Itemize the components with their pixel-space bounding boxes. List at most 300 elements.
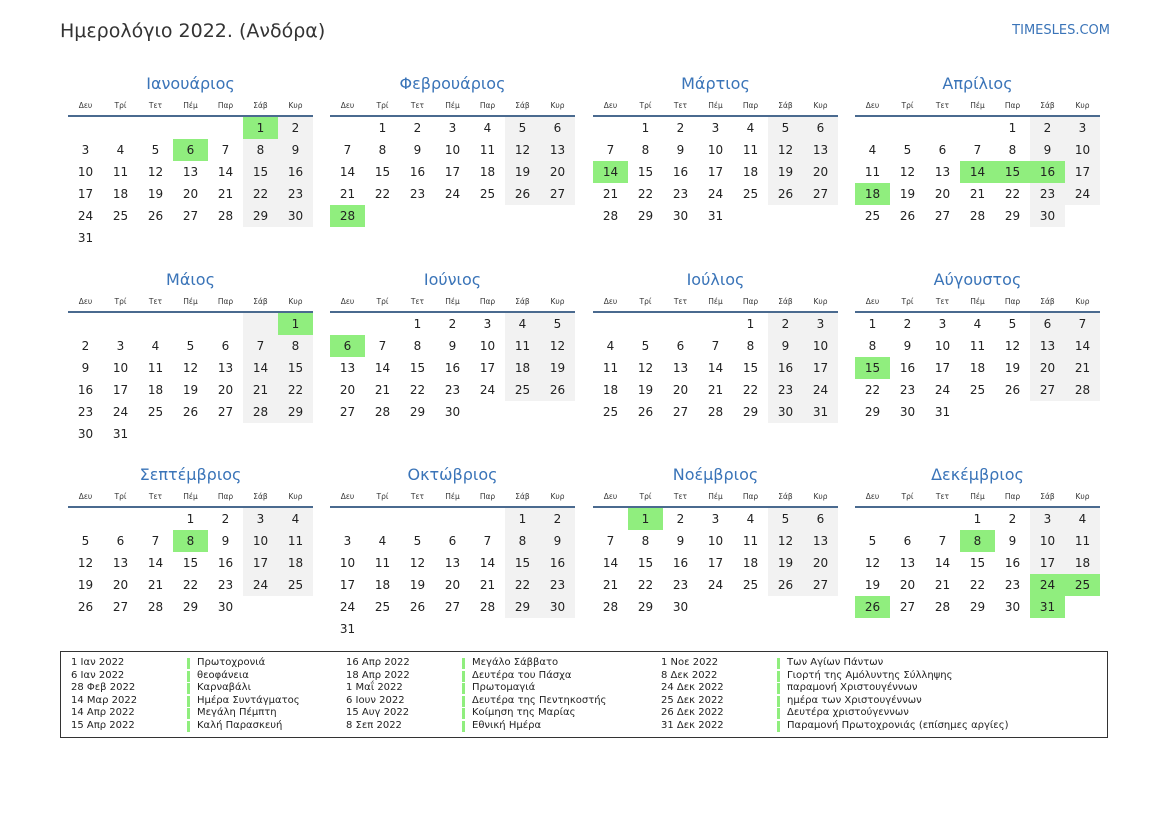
day-cell: 23 [768,379,803,401]
day-cell: 26 [540,379,575,401]
holiday-name: Καρναβάλι [197,682,251,693]
weekday-label: Πέμ [183,492,198,501]
weekday-label: Δευ [78,101,93,110]
day-cell: 18 [969,361,986,375]
day-grid [68,313,313,445]
day-cell: 10 [112,361,129,375]
weekday-label: Τρί [114,297,127,306]
weekday-label: Δευ [603,101,618,110]
weekday-label: Σάβ [253,101,268,110]
day-cell: 31 [1030,596,1065,618]
weekday-label: Τετ [673,101,688,110]
day-cell: 19 [505,161,540,183]
day-cell: 6 [1030,313,1065,335]
weekday-label: Δευ [603,492,618,501]
day-cell: 16 [77,383,94,397]
holiday-date: 31 Δεκ 2022 [661,719,724,731]
empty-cell [330,117,365,139]
weekday-header [593,486,838,508]
weekday-label: Σάβ [1040,101,1055,110]
day-cell: 5 [868,534,877,548]
weekday-label: Τετ [673,297,688,306]
day-cell: 19 [1004,361,1021,375]
day-grid [330,508,575,640]
day-cell: 11 [505,335,540,357]
day-cell: 3 [448,121,457,135]
empty-cell [435,205,470,227]
holiday-date: 24 Δεκ 2022 [661,682,724,693]
day-cell: 30 [768,401,803,423]
empty-cell [995,401,1030,423]
day-cell: 12 [637,361,654,375]
holiday-column [661,657,1008,732]
day-cell: 30 [444,405,461,419]
day-cell: 25 [1065,574,1100,596]
holiday-marker-icon [462,721,465,732]
empty-cell [593,508,628,530]
month-name: Οκτώβριος [407,465,498,484]
day-cell: 3 [711,512,720,526]
day-cell: 21 [969,187,986,201]
holiday-row [71,670,300,683]
day-cell: 15 [182,556,199,570]
day-cell: 15 [995,161,1030,183]
weekday-label: Τετ [410,101,425,110]
day-cell: 13 [182,165,199,179]
holiday-date: 6 Ιουν 2022 [346,694,405,706]
day-cell: 31 [112,427,129,441]
weekday-header [68,486,313,508]
day-cell: 12 [768,530,803,552]
month-name: Ιανουάριος [146,74,235,93]
weekday-label: Παρ [217,297,234,306]
day-cell: 16 [768,357,803,379]
weekday-label: Κυρ [550,297,565,306]
day-cell: 27 [339,405,356,419]
empty-cell [208,227,243,249]
day-cell: 24 [112,405,129,419]
empty-cell [768,596,803,618]
day-cell: 28 [602,600,619,614]
day-cell: 23 [1004,578,1021,592]
empty-cell [278,227,313,249]
day-cell: 10 [1065,139,1100,161]
day-cell: 23 [540,574,575,596]
day-cell: 7 [606,143,615,157]
day-cell: 30 [77,427,94,441]
month-name: Αύγουστος [933,270,1022,289]
empty-cell [470,401,505,423]
day-cell: 6 [903,534,912,548]
day-cell: 2 [903,317,912,331]
day-cell: 27 [444,600,461,614]
holiday-marker-icon [462,708,465,719]
day-cell: 17 [243,552,278,574]
day-cell: 13 [672,361,689,375]
empty-cell [803,596,838,618]
month-name: Μάιος [166,270,215,289]
day-cell: 23 [77,405,94,419]
weekday-label: Κυρ [550,492,565,501]
month-name: Νοέμβριος [672,465,759,484]
weekday-label: Παρ [742,297,759,306]
empty-cell [208,117,243,139]
month-block [593,464,838,618]
day-cell: 15 [637,165,654,179]
holiday-marker-icon [777,683,780,694]
day-cell: 8 [278,335,313,357]
weekday-label: Σάβ [778,492,793,501]
day-cell: 11 [278,530,313,552]
day-cell: 18 [147,383,164,397]
holiday-row [661,707,1008,720]
weekday-label: Τετ [410,297,425,306]
day-cell: 1 [868,317,877,331]
empty-cell [1065,205,1100,227]
day-cell: 13 [1030,335,1065,357]
day-cell: 20 [1030,357,1065,379]
day-cell: 25 [112,209,129,223]
empty-cell [768,205,803,227]
day-cell: 24 [444,187,461,201]
day-cell: 4 [746,121,755,135]
day-cell: 31 [934,405,951,419]
day-cell: 24 [77,209,94,223]
day-cell: 13 [803,139,838,161]
weekday-label: Δευ [603,297,618,306]
day-cell: 27 [672,405,689,419]
empty-cell [103,508,138,530]
day-cell: 3 [803,313,838,335]
day-cell: 20 [672,383,689,397]
holiday-row [661,670,1008,683]
day-cell: 2 [1030,117,1065,139]
empty-cell [540,205,575,227]
day-cell: 1 [243,117,278,139]
holiday-name: Γιορτή της Αμόλυντης Σύλληψης [787,669,953,681]
day-cell: 27 [112,600,129,614]
site-link[interactable]: TIMESLES.COM [1012,23,1110,38]
day-cell: 1 [973,512,982,526]
holiday-marker-icon [777,696,780,707]
day-cell: 12 [505,139,540,161]
day-cell: 12 [899,165,916,179]
weekday-label: Δευ [865,101,880,110]
month-block [68,73,313,249]
holiday-marker-icon [462,658,465,669]
day-cell: 9 [676,143,685,157]
holiday-name: Ημέρα Συντάγματος [197,694,300,706]
holiday-name: Πρωτοχρονιά [197,657,266,668]
day-cell: 14 [339,165,356,179]
holiday-date: 1 Μαΐ 2022 [346,682,403,693]
day-cell: 22 [243,183,278,205]
holiday-marker-icon [187,696,190,707]
weekday-label: Κυρ [813,101,828,110]
day-cell: 19 [409,578,426,592]
empty-cell [173,117,208,139]
day-cell: 10 [339,556,356,570]
day-cell: 12 [77,556,94,570]
empty-cell [68,117,103,139]
empty-cell [435,508,470,530]
day-cell: 6 [330,335,365,357]
day-cell: 2 [278,117,313,139]
weekday-label: Παρ [217,492,234,501]
empty-cell [663,313,698,335]
day-cell: 23 [1030,183,1065,205]
weekday-label: Τρί [639,492,652,501]
empty-cell [400,618,435,640]
holiday-marker-icon [777,671,780,682]
day-cell: 23 [899,383,916,397]
day-cell: 14 [374,361,391,375]
day-cell: 29 [637,600,654,614]
day-cell: 27 [1030,379,1065,401]
day-cell: 15 [278,357,313,379]
day-grid [855,508,1100,618]
month-block [68,269,313,445]
empty-cell [400,508,435,530]
weekday-header [68,95,313,117]
day-cell: 4 [151,339,160,353]
month-name: Μάρτιος [681,74,750,93]
holiday-row [661,682,1008,695]
day-cell: 14 [602,556,619,570]
weekday-label: Σάβ [253,297,268,306]
day-grid [593,117,838,227]
day-cell: 15 [637,556,654,570]
day-grid [68,508,313,618]
weekday-header [593,95,838,117]
weekday-label: Σάβ [515,297,530,306]
day-cell: 20 [217,383,234,397]
day-cell: 27 [540,183,575,205]
holiday-date: 6 Ιαν 2022 [71,669,125,681]
day-cell: 12 [182,361,199,375]
day-cell: 21 [374,383,391,397]
day-cell: 5 [505,117,540,139]
weekday-label: Κυρ [1075,101,1090,110]
day-cell: 19 [768,161,803,183]
day-cell: 4 [606,339,615,353]
weekday-label: Τρί [376,297,389,306]
day-cell: 21 [934,578,951,592]
day-cell: 22 [637,187,654,201]
empty-cell [243,596,278,618]
day-cell: 7 [711,339,720,353]
day-cell: 11 [112,165,129,179]
day-cell: 27 [217,405,234,419]
weekday-header [68,291,313,313]
day-cell: 23 [444,383,461,397]
holiday-row [661,720,1008,733]
empty-cell [960,117,995,139]
day-cell: 23 [672,187,689,201]
month-block [593,269,838,423]
day-cell: 24 [479,383,496,397]
day-cell: 30 [278,205,313,227]
weekday-header [330,95,575,117]
day-cell: 24 [339,600,356,614]
day-cell: 29 [409,405,426,419]
day-cell: 6 [938,143,947,157]
weekday-label: Παρ [1004,297,1021,306]
weekday-label: Τετ [935,297,950,306]
holiday-date: 14 Απρ 2022 [71,707,135,718]
day-cell: 4 [868,143,877,157]
day-cell: 26 [768,183,803,205]
day-cell: 31 [339,622,356,636]
day-cell: 2 [540,508,575,530]
day-cell: 18 [855,183,890,205]
day-cell: 11 [742,534,759,548]
day-cell: 30 [540,596,575,618]
day-cell: 6 [540,117,575,139]
day-cell: 5 [641,339,650,353]
holiday-date: 15 Απρ 2022 [71,719,135,731]
day-cell: 7 [483,534,492,548]
day-cell: 6 [448,534,457,548]
day-cell: 3 [1030,508,1065,530]
day-cell: 14 [147,556,164,570]
empty-cell [890,117,925,139]
holiday-marker-icon [187,721,190,732]
day-cell: 27 [899,600,916,614]
holiday-name: Δευτέρα χριστούγεννων [787,707,909,718]
day-cell: 25 [278,574,313,596]
day-cell: 5 [186,339,195,353]
empty-cell [103,313,138,335]
day-cell: 12 [864,556,881,570]
day-cell: 21 [243,379,278,401]
holiday-row [346,707,606,720]
day-cell: 9 [413,143,422,157]
day-cell: 25 [864,209,881,223]
holiday-name: Καλή Παρασκευή [197,719,283,731]
day-cell: 9 [81,361,90,375]
empty-cell [365,205,400,227]
day-cell: 1 [641,121,650,135]
holiday-name: παραμονή Χριστουγέννων [787,682,918,693]
weekday-label: Παρ [217,101,234,110]
weekday-label: Παρ [742,101,759,110]
day-cell: 28 [330,205,365,227]
page-title: Ημερολόγιο 2022. (Ανδόρα) [60,20,326,42]
day-cell: 13 [803,530,838,552]
day-cell: 17 [77,187,94,201]
day-cell: 12 [409,556,426,570]
day-cell: 26 [505,183,540,205]
month-name: Σεπτέμβριος [139,465,242,484]
holiday-name: Μεγάλο Σάββατο [472,657,559,668]
weekday-header [855,95,1100,117]
day-cell: 23 [409,187,426,201]
empty-cell [628,313,663,335]
empty-cell [540,401,575,423]
holiday-row [661,657,1008,670]
empty-cell [365,508,400,530]
day-cell: 3 [711,121,720,135]
day-cell: 13 [217,361,234,375]
day-cell: 18 [374,578,391,592]
day-cell: 5 [413,534,422,548]
day-cell: 17 [1030,552,1065,574]
holiday-name: Πρωτομαγιά [472,682,536,693]
day-cell: 5 [1008,317,1017,331]
empty-cell [138,508,173,530]
empty-cell [960,401,995,423]
holiday-marker-icon [187,671,190,682]
day-cell: 28 [969,209,986,223]
day-cell: 26 [855,596,890,618]
day-cell: 28 [147,600,164,614]
weekday-label: Παρ [1004,492,1021,501]
day-cell: 20 [112,578,129,592]
holiday-row [346,670,606,683]
day-cell: 17 [803,357,838,379]
weekday-label: Πέμ [708,297,723,306]
day-cell: 2 [81,339,90,353]
day-cell: 9 [1030,139,1065,161]
month-name: Απρίλιος [942,74,1013,93]
weekday-label: Τετ [410,492,425,501]
empty-cell [330,508,365,530]
day-cell: 11 [479,143,496,157]
day-cell: 22 [374,187,391,201]
empty-cell [698,596,733,618]
day-cell: 7 [973,143,982,157]
day-cell: 31 [803,401,838,423]
day-cell: 19 [899,187,916,201]
empty-cell [278,596,313,618]
holiday-name: ημέρα των Χριστουγέννων [787,694,922,706]
holiday-marker-icon [777,658,780,669]
day-cell: 11 [742,143,759,157]
empty-cell [173,313,208,335]
day-cell: 29 [637,209,654,223]
day-grid [68,117,313,249]
weekday-label: Τρί [639,297,652,306]
weekday-label: Σάβ [515,101,530,110]
day-cell: 3 [1065,117,1100,139]
day-cell: 22 [278,379,313,401]
weekday-label: Τετ [935,101,950,110]
day-cell: 25 [505,379,540,401]
empty-cell [173,227,208,249]
day-cell: 9 [768,335,803,357]
day-cell: 25 [742,187,759,201]
day-cell: 8 [413,339,422,353]
day-cell: 3 [938,317,947,331]
day-cell: 15 [243,161,278,183]
day-cell: 21 [147,578,164,592]
holiday-marker-icon [187,658,190,669]
month-block [330,464,575,640]
empty-cell [890,508,925,530]
day-grid [855,117,1100,227]
day-cell: 2 [448,317,457,331]
day-cell: 3 [243,508,278,530]
weekday-label: Παρ [479,297,496,306]
day-cell: 18 [505,357,540,379]
day-cell: 29 [1004,209,1021,223]
empty-cell [470,618,505,640]
day-cell: 14 [707,361,724,375]
day-cell: 13 [444,556,461,570]
holiday-marker-icon [462,683,465,694]
day-cell: 8 [960,530,995,552]
